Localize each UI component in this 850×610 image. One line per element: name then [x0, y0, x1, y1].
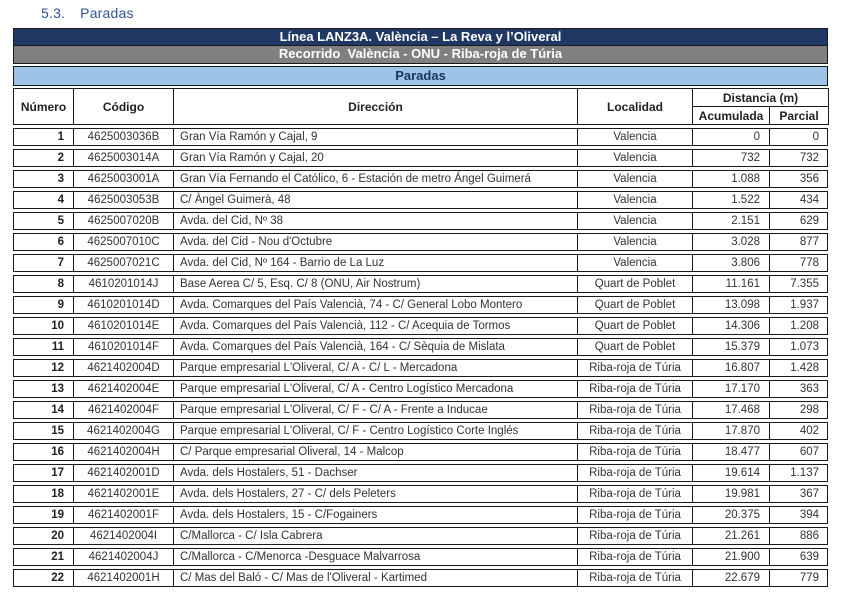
cell-acumulada: 1.088 [692, 170, 769, 188]
cell-localidad: Riba-roja de Túria [577, 401, 692, 419]
cell-localidad: Valencia [577, 170, 692, 188]
cell-parcial: 639 [769, 548, 828, 566]
cell-localidad: Valencia [577, 212, 692, 230]
cell-codigo: 4621402004I [73, 527, 173, 545]
cell-codigo: 4625003014A [73, 149, 173, 167]
table-row [13, 149, 828, 167]
cell-parcial: 779 [769, 569, 828, 587]
table-row [13, 359, 828, 377]
cell-direccion: C/Mallorca - C/Menorca -Desguace Malvarrosa [173, 548, 577, 566]
cell-parcial: 629 [769, 212, 828, 230]
cell-numero: 17 [13, 464, 73, 482]
cell-codigo: 4625007020B [73, 212, 173, 230]
line-title-bar: Línea LANZ3A. València – La Reva y l’Oliveral [13, 28, 828, 46]
cell-direccion: Parque empresarial L'Oliveral, C/ F - Centro Logístico Corte Inglés [173, 422, 577, 440]
cell-direccion: Parque empresarial L'Oliveral, C/ A - C/ L - Mercadona [173, 359, 577, 377]
cell-numero: 18 [13, 485, 73, 503]
col-header-distancia: Distancia (m) [693, 89, 829, 107]
cell-direccion: Avda. Comarques del País Valencià, 164 - C/ Sèquia de Mislata [173, 338, 577, 356]
cell-codigo: 4625007021C [73, 254, 173, 272]
col-header-localidad: Localidad [578, 89, 693, 125]
cell-direccion: Avda. Comarques del País Valencià, 74 - C/ General Lobo Montero [173, 296, 577, 314]
cell-numero: 3 [13, 170, 73, 188]
cell-codigo: 4625003036B [73, 128, 173, 146]
cell-direccion: Gran Vía Ramón y Cajal, 9 [173, 128, 577, 146]
cell-numero: 10 [13, 317, 73, 335]
cell-localidad: Quart de Poblet [577, 338, 692, 356]
paradas-table [13, 125, 828, 590]
cell-localidad: Riba-roja de Túria [577, 569, 692, 587]
cell-direccion: Gran Vía Fernando el Católico, 6 - Estación de metro Ángel Guimerá [173, 170, 577, 188]
col-header-numero: Número [14, 89, 74, 125]
cell-parcial: 367 [769, 485, 828, 503]
cell-direccion: Avda. del Cid, Nº 38 [173, 212, 577, 230]
table-row [13, 443, 828, 461]
table-row [13, 485, 828, 503]
paradas-subtitle-bar: Paradas [13, 66, 828, 86]
cell-localidad: Riba-roja de Túria [577, 380, 692, 398]
cell-numero: 6 [13, 233, 73, 251]
cell-acumulada: 17.870 [692, 422, 769, 440]
cell-codigo: 4610201014D [73, 296, 173, 314]
cell-direccion: C/Mallorca - C/ Isla Cabrera [173, 527, 577, 545]
table-row [13, 170, 828, 188]
table-row [13, 296, 828, 314]
cell-numero: 13 [13, 380, 73, 398]
cell-localidad: Riba-roja de Túria [577, 548, 692, 566]
col-header-direccion: Dirección [174, 89, 578, 125]
cell-parcial: 1.937 [769, 296, 828, 314]
cell-direccion: Avda. Comarques del País Valencià, 112 - C/ Acequia de Tormos [173, 317, 577, 335]
cell-localidad: Riba-roja de Túria [577, 506, 692, 524]
cell-localidad: Quart de Poblet [577, 296, 692, 314]
cell-numero: 14 [13, 401, 73, 419]
cell-localidad: Riba-roja de Túria [577, 527, 692, 545]
table-row [13, 506, 828, 524]
cell-numero: 22 [13, 569, 73, 587]
cell-parcial: 402 [769, 422, 828, 440]
cell-direccion: Avda. del Cid - Nou d'Octubre [173, 233, 577, 251]
cell-codigo: 4621402001H [73, 569, 173, 587]
table-row [13, 191, 828, 209]
cell-localidad: Valencia [577, 149, 692, 167]
cell-acumulada: 22.679 [692, 569, 769, 587]
cell-direccion: C/ Parque empresarial Oliveral, 14 - Malcop [173, 443, 577, 461]
cell-localidad: Valencia [577, 128, 692, 146]
cell-codigo: 4621402004H [73, 443, 173, 461]
cell-parcial: 0 [769, 128, 828, 146]
table-row [13, 569, 828, 587]
cell-codigo: 4625003053B [73, 191, 173, 209]
cell-codigo: 4625007010C [73, 233, 173, 251]
cell-numero: 20 [13, 527, 73, 545]
table-row [13, 212, 828, 230]
cell-localidad: Quart de Poblet [577, 317, 692, 335]
cell-localidad: Riba-roja de Túria [577, 422, 692, 440]
cell-numero: 15 [13, 422, 73, 440]
col-header-codigo: Código [74, 89, 174, 125]
cell-codigo: 4621402004F [73, 401, 173, 419]
cell-numero: 11 [13, 338, 73, 356]
cell-numero: 19 [13, 506, 73, 524]
cell-acumulada: 3.806 [692, 254, 769, 272]
cell-direccion: C/ Àngel Guimerà, 48 [173, 191, 577, 209]
cell-direccion: Parque empresarial L'Oliveral, C/ F - C/ A - Frente a Inducae [173, 401, 577, 419]
table-row [13, 338, 828, 356]
paradas-table-body [13, 128, 828, 587]
cell-acumulada: 13.098 [692, 296, 769, 314]
table-row [13, 254, 828, 272]
cell-direccion: Avda. dels Hostalers, 15 - C/Fogainers [173, 506, 577, 524]
cell-localidad: Quart de Poblet [577, 275, 692, 293]
table-row [13, 275, 828, 293]
cell-numero: 16 [13, 443, 73, 461]
section-number: 5.3. [41, 5, 66, 21]
cell-localidad: Valencia [577, 191, 692, 209]
cell-numero: 9 [13, 296, 73, 314]
cell-acumulada: 20.375 [692, 506, 769, 524]
cell-direccion: Gran Vía Ramón y Cajal, 20 [173, 149, 577, 167]
cell-parcial: 1.137 [769, 464, 828, 482]
cell-parcial: 356 [769, 170, 828, 188]
cell-direccion: Base Aerea C/ 5, Esq. C/ 8 (ONU, Air Nostrum) [173, 275, 577, 293]
cell-codigo: 4621402001E [73, 485, 173, 503]
table-row [13, 527, 828, 545]
cell-parcial: 7.355 [769, 275, 828, 293]
paradas-table-block [13, 28, 828, 590]
cell-localidad: Riba-roja de Túria [577, 464, 692, 482]
cell-acumulada: 2.151 [692, 212, 769, 230]
cell-parcial: 298 [769, 401, 828, 419]
cell-acumulada: 1.522 [692, 191, 769, 209]
cell-acumulada: 17.170 [692, 380, 769, 398]
cell-direccion: Avda. dels Hostalers, 27 - C/ dels Peleters [173, 485, 577, 503]
cell-numero: 7 [13, 254, 73, 272]
table-row [13, 548, 828, 566]
cell-acumulada: 732 [692, 149, 769, 167]
cell-numero: 1 [13, 128, 73, 146]
cell-direccion: Parque empresarial L'Oliveral, C/ A - Centro Logístico Mercadona [173, 380, 577, 398]
cell-parcial: 778 [769, 254, 828, 272]
section-heading [41, 5, 134, 21]
cell-localidad: Riba-roja de Túria [577, 359, 692, 377]
table-row [13, 128, 828, 146]
cell-parcial: 886 [769, 527, 828, 545]
cell-numero: 8 [13, 275, 73, 293]
cell-acumulada: 16.807 [692, 359, 769, 377]
cell-parcial: 732 [769, 149, 828, 167]
cell-localidad: Riba-roja de Túria [577, 485, 692, 503]
header-row-top [14, 89, 829, 107]
cell-acumulada: 14.306 [692, 317, 769, 335]
cell-acumulada: 18.477 [692, 443, 769, 461]
cell-codigo: 4610201014E [73, 317, 173, 335]
cell-numero: 12 [13, 359, 73, 377]
cell-acumulada: 17.468 [692, 401, 769, 419]
route-title-bar: Recorrido València - ONU - Riba-roja de Túria [13, 46, 828, 64]
cell-localidad: Valencia [577, 233, 692, 251]
cell-numero: 21 [13, 548, 73, 566]
cell-numero: 4 [13, 191, 73, 209]
table-row [13, 464, 828, 482]
cell-codigo: 4621402001F [73, 506, 173, 524]
cell-parcial: 434 [769, 191, 828, 209]
cell-acumulada: 19.981 [692, 485, 769, 503]
table-row [13, 233, 828, 251]
cell-parcial: 607 [769, 443, 828, 461]
paradas-table-header [13, 88, 829, 125]
cell-codigo: 4625003001A [73, 170, 173, 188]
cell-localidad: Valencia [577, 254, 692, 272]
table-row [13, 317, 828, 335]
col-header-parcial: Parcial [770, 107, 829, 125]
cell-codigo: 4621402004J [73, 548, 173, 566]
cell-parcial: 394 [769, 506, 828, 524]
col-header-acumulada: Acumulada [693, 107, 770, 125]
cell-acumulada: 0 [692, 128, 769, 146]
cell-acumulada: 19.614 [692, 464, 769, 482]
table-row [13, 401, 828, 419]
table-row [13, 422, 828, 440]
cell-direccion: C/ Mas del Baló - C/ Mas de l'Oliveral - Kartimed [173, 569, 577, 587]
cell-codigo: 4621402004G [73, 422, 173, 440]
cell-direccion: Avda. dels Hostalers, 51 - Dachser [173, 464, 577, 482]
cell-parcial: 363 [769, 380, 828, 398]
cell-numero: 2 [13, 149, 73, 167]
cell-codigo: 4621402004D [73, 359, 173, 377]
cell-parcial: 877 [769, 233, 828, 251]
cell-codigo: 4610201014F [73, 338, 173, 356]
cell-acumulada: 11.161 [692, 275, 769, 293]
cell-parcial: 1.208 [769, 317, 828, 335]
cell-parcial: 1.428 [769, 359, 828, 377]
cell-parcial: 1.073 [769, 338, 828, 356]
cell-numero: 5 [13, 212, 73, 230]
cell-codigo: 4621402001D [73, 464, 173, 482]
cell-localidad: Riba-roja de Túria [577, 443, 692, 461]
cell-acumulada: 3.028 [692, 233, 769, 251]
cell-acumulada: 21.900 [692, 548, 769, 566]
cell-direccion: Avda. del Cid, Nº 164 - Barrio de La Luz [173, 254, 577, 272]
table-row [13, 380, 828, 398]
cell-codigo: 4610201014J [73, 275, 173, 293]
cell-codigo: 4621402004E [73, 380, 173, 398]
cell-acumulada: 21.261 [692, 527, 769, 545]
section-title: Paradas [80, 5, 134, 21]
cell-acumulada: 15.379 [692, 338, 769, 356]
